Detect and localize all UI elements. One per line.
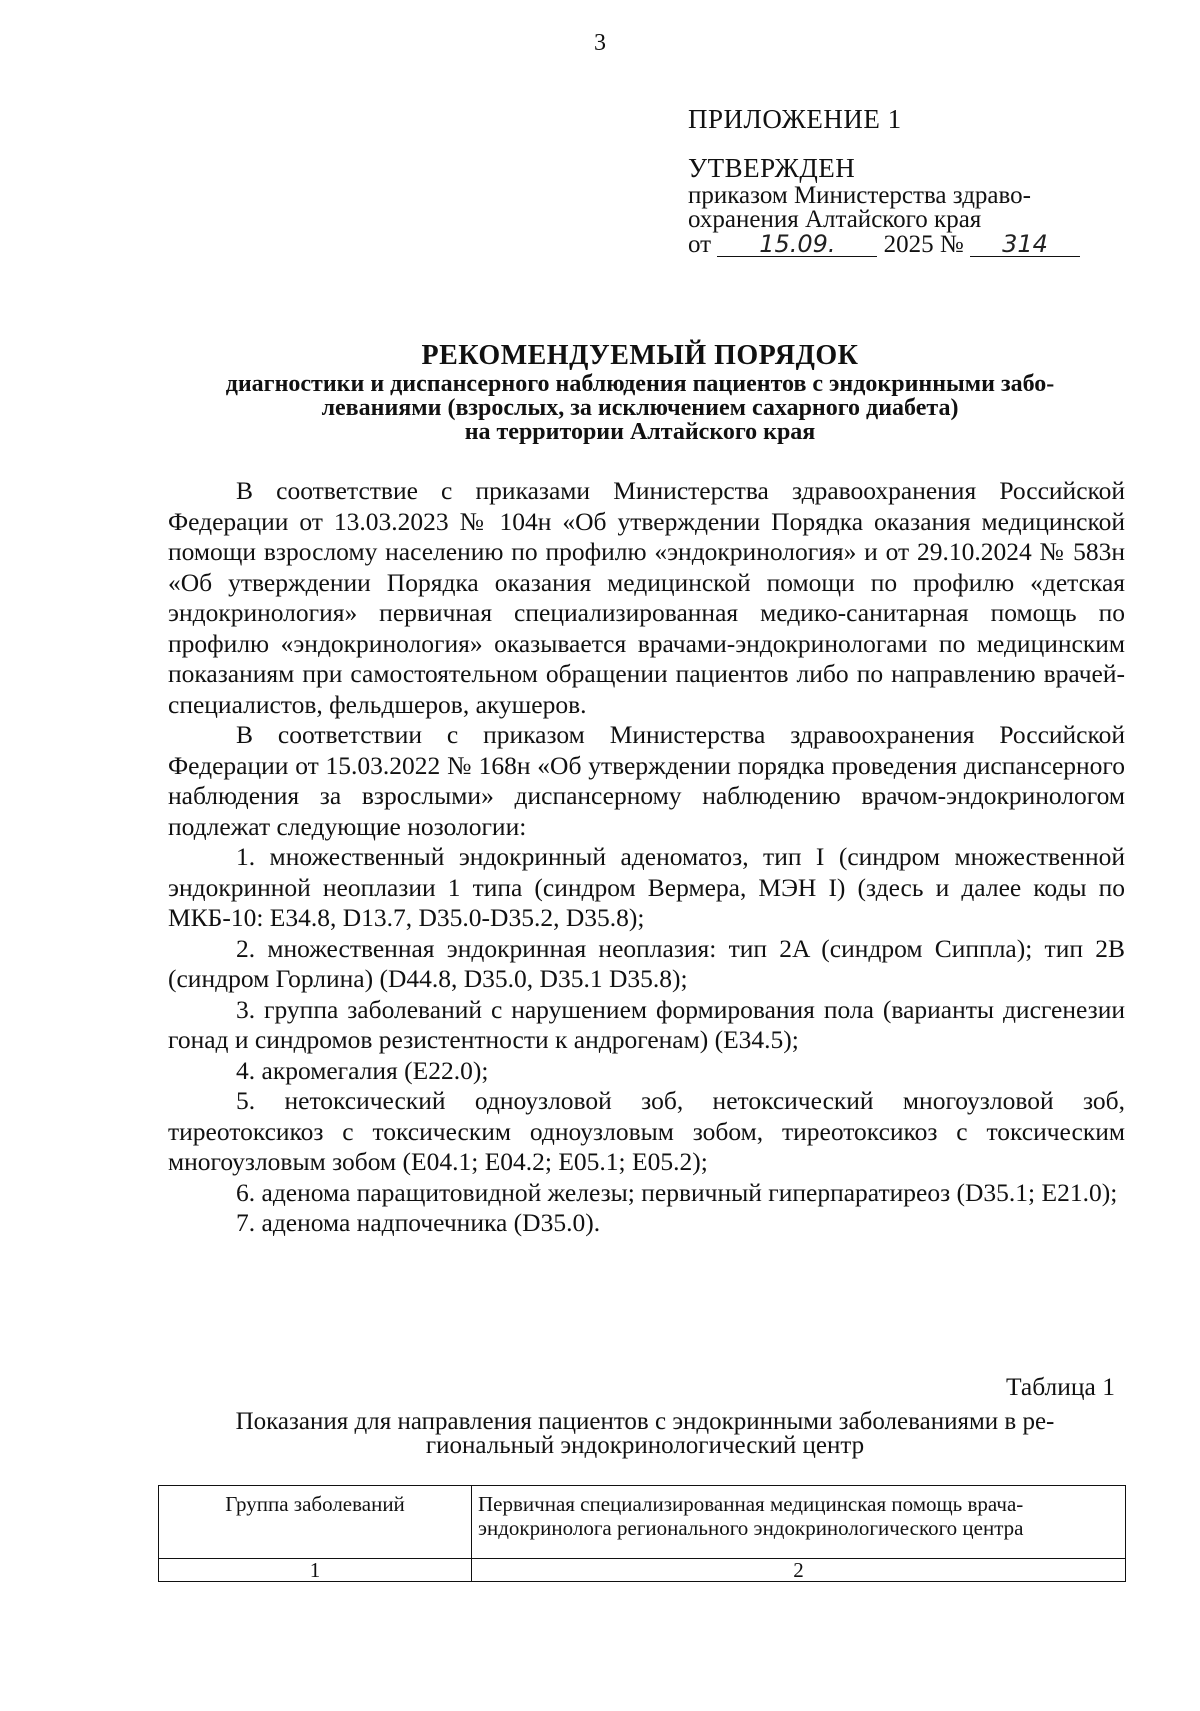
table-title [170,1410,1120,1458]
approval-date-line [688,232,1108,257]
table-label: Таблица 1 [1005,1372,1115,1401]
list-item: 7. аденома надпочечника (D35.0). [236,1208,601,1237]
approval-line-2: охранения Алтайского края [688,206,982,233]
column-header-line-1: Первичная специализированная медицинская помощь врача- [478,1492,1024,1516]
appendix-label: ПРИЛОЖЕНИЕ 1 [688,104,902,134]
approved-label: УТВЕРЖДЕН [688,153,856,183]
column-number-2: 2 [472,1559,1126,1582]
table-row [159,1559,1126,1582]
table-header-row [159,1486,1126,1559]
approval-block [688,153,1108,258]
document-title [160,340,1120,444]
title-sub-1: диагностики и диспансерного наблюдения пациентов с эндокринными забо- [225,371,1055,397]
list-item: 2. множественная эндокринная неоплазия: тип 2A (синдром Сиппла); тип 2B (синдром Горлина) (D44.8, D35.0, D35.1 D35.8); [168,933,1125,993]
page-number: 3 [594,30,606,56]
list-item: 1. множественный эндокринный аденоматоз, тип I (синдром множественной эндокринной неоплазии 1 типа (синдром Вермера, МЭН I) (здесь и далее коды по МКБ-10: E34.8, D13.7, D35.0-D35.2, D35.8); [168,842,1125,932]
document-body [168,476,1125,1239]
table-title-line-2: гиональный эндокринологический центр [425,1432,865,1459]
column-number-1: 1 [159,1559,472,1582]
title-main: РЕКОМЕНДУЕМЫЙ ПОРЯДОК [421,340,859,371]
list-item: 6. аденома паращитовидной железы; первичный гиперпаратиреоз (D35.1; E21.0); [236,1177,1118,1207]
indications-table [158,1485,1126,1582]
list-item: 4. акромегалия (E22.0); [236,1055,489,1085]
list-item: 5. нетоксический одноузловой зоб, нетоксический многоузловой зоб, тиреотоксикоз с токсическим одноузловым зобом, тиреотоксикоз с токсическим многоузловым зобом (E04.1; E04.2; E05.1; E05.2); [168,1086,1125,1176]
paragraph: В соответствие с приказами Министерства здравоохранения Российской Федерации от 13.03.2023 № 104н «Об утверждении Порядка оказания медицинской помощи взрослому населению по профилю «эндокринология» и от 29.10.2024 № 583н «Об утверждении Порядка оказания медицинской помощи по профилю «детская эндокринология» первичная специализированная медико-санитарная помощь по профилю «эндокринология» оказывается врачами-эндокринологами по медицинским показаниям при самостоятельном обращении пациентов либо по направлению врачей-специалистов, фельдшеров, акушеров. [168,476,1125,719]
approval-line-1: приказом Министерства здраво- [688,182,1031,209]
handwritten-date: 15.09. [717,232,877,257]
table-title-line-1: Показания для направления пациентов с эндокринными заболеваниями в ре- [235,1408,1055,1435]
year-label: 2025 № [883,231,964,258]
column-header-specialized-care [472,1486,1126,1559]
title-sub-2: леваниями (взрослых, за исключением сахарного диабета) [321,395,959,421]
paragraph: В соответствии с приказом Министерства здравоохранения Российской Федерации от 15.03.2022 № 168н «Об утверждении порядка проведения диспансерного наблюдения за взрослыми» диспансерному наблюдению врачом-эндокринологом подлежат следующие нозологии: [168,720,1125,841]
list-item: 3. группа заболеваний с нарушением формирования пола (варианты дисгенезии гонад и синдромов резистентности к андрогенам) (E34.5); [168,994,1125,1054]
column-header-line-2: эндокринолога регионального эндокринологического центра [478,1516,1024,1540]
title-sub-3: на территории Алтайского края [464,419,816,445]
handwritten-number: 314 [970,232,1080,257]
column-header-disease-group: Группа заболеваний [159,1486,472,1559]
from-label: от [688,231,712,258]
